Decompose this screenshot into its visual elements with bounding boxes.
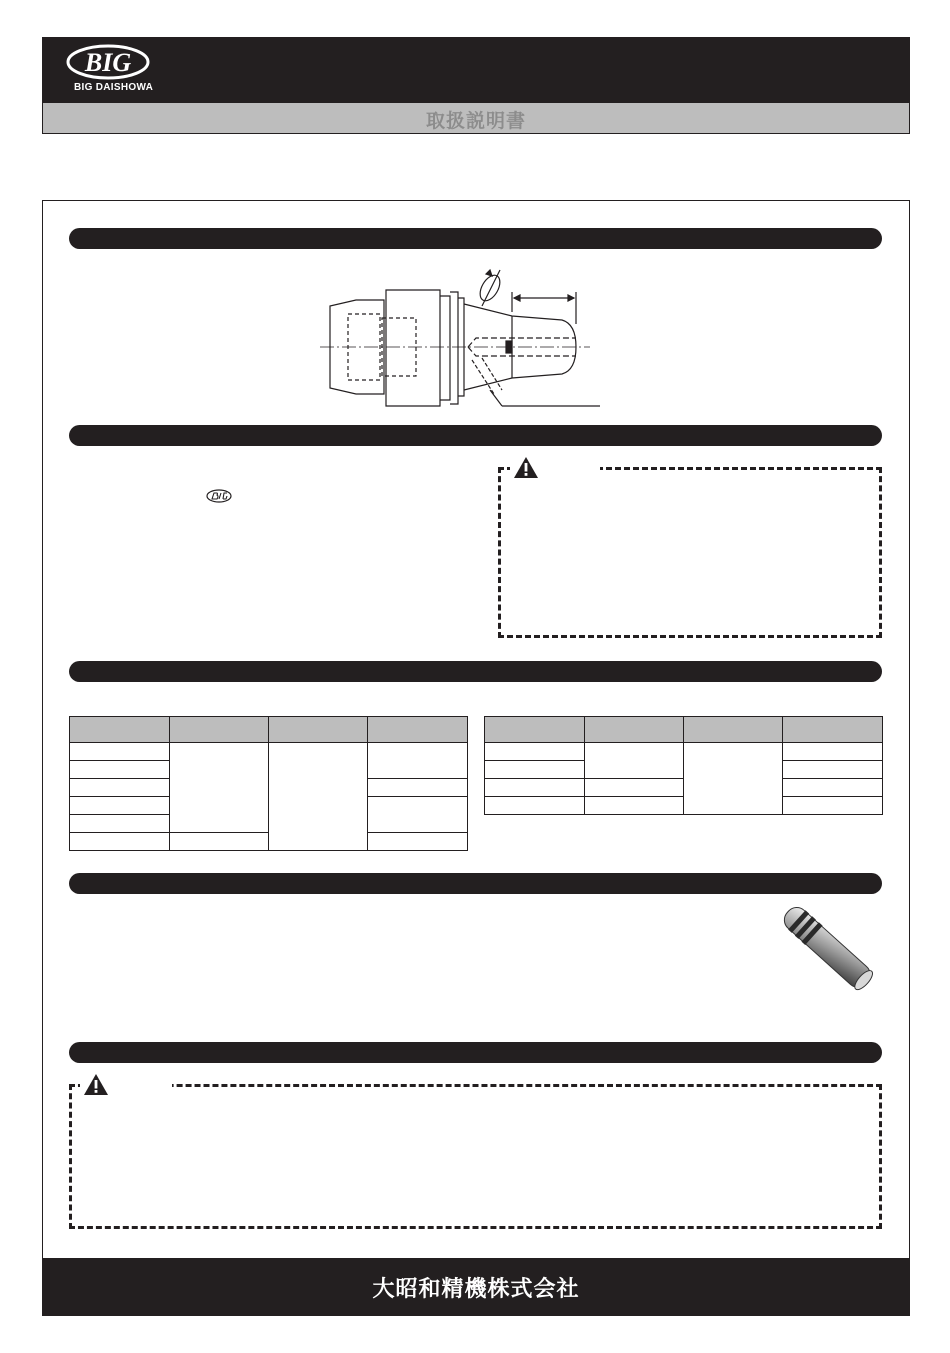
spec-table-right — [484, 716, 883, 815]
warning-box-1 — [498, 467, 882, 638]
pin-part-photo — [772, 902, 884, 994]
spec-table-left — [69, 716, 468, 851]
table-header-cell — [170, 717, 269, 743]
header-bar — [42, 37, 910, 103]
section-bar-4 — [69, 873, 882, 894]
company-tag: BIG DAISHOWA — [74, 82, 154, 93]
table-header-cell — [585, 717, 684, 743]
logo-text: BIG — [84, 48, 132, 77]
table-header-cell — [684, 717, 783, 743]
title-bar — [42, 103, 910, 134]
section-bar-3 — [69, 661, 882, 682]
table-row — [70, 743, 468, 761]
warning-icon — [83, 1073, 109, 1096]
table-header-cell — [783, 717, 883, 743]
warning-box-2 — [69, 1084, 882, 1229]
section-bar-5 — [69, 1042, 882, 1063]
footer-bar — [42, 1258, 910, 1316]
big-logo — [66, 44, 150, 80]
doc-title: 取扱説明書 — [425, 110, 526, 132]
table-row — [485, 743, 883, 761]
warning-icon — [513, 456, 539, 479]
table-header-cell — [269, 717, 368, 743]
tool-holder-drawing — [300, 262, 620, 422]
section-bar-2 — [69, 425, 882, 446]
big-logo-icon — [206, 489, 232, 503]
company-name: 大昭和精機株式会社 — [372, 1277, 580, 1302]
table-header-cell — [70, 717, 170, 743]
table-header-cell — [485, 717, 585, 743]
table-header-cell — [368, 717, 468, 743]
section-bar-1 — [69, 228, 882, 249]
